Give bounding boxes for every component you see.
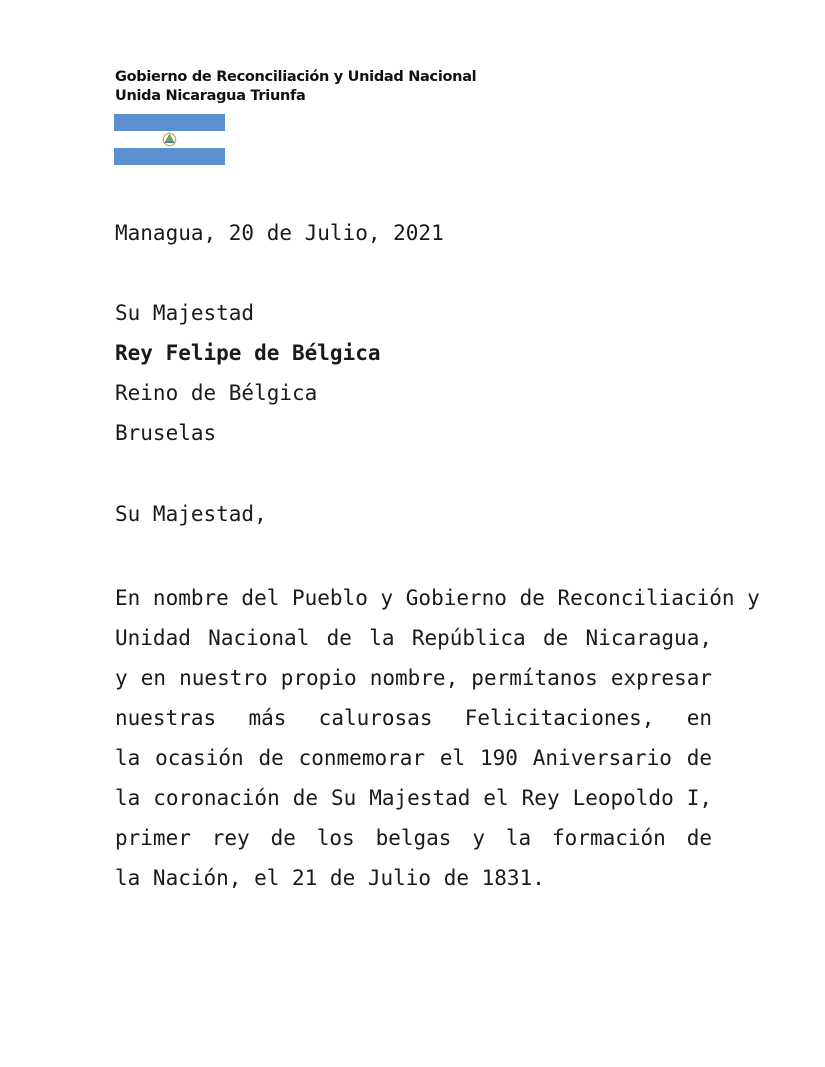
recipient-name: Rey Felipe de Bélgica xyxy=(115,341,381,365)
body-line: la Nación, el 21 de Julio de 1831. xyxy=(115,866,545,890)
body-line: y en nuestro propio nombre, permítanos expresar xyxy=(115,666,712,690)
body-line: primer rey de los belgas y la formación de xyxy=(115,826,712,850)
body-line: Unidad Nacional de la República de Nicaragua, xyxy=(115,626,712,650)
nicaragua-flag-icon xyxy=(114,114,225,165)
body-line: En nombre del Pueblo y Gobierno de Reconciliación y xyxy=(115,586,760,610)
date-line: Managua, 20 de Julio, 2021 xyxy=(115,221,444,245)
greeting: Su Majestad, xyxy=(115,502,267,526)
body-line: la coronación de Su Majestad el Rey Leopoldo I, xyxy=(115,786,712,810)
letterhead-government-name: Gobierno de Reconciliación y Unidad Nacional xyxy=(115,69,477,85)
recipient-title: Su Majestad xyxy=(115,301,255,325)
recipient-realm: Reino de Bélgica xyxy=(115,381,318,405)
letterhead-slogan: Unida Nicaragua Triunfa xyxy=(115,88,306,104)
letterhead xyxy=(115,68,476,106)
body-line: la ocasión de conmemorar el 190 Aniversario de xyxy=(115,746,712,770)
recipient-city: Bruselas xyxy=(115,421,217,445)
body-line: nuestras más calurosas Felicitaciones, en xyxy=(115,706,712,730)
body-paragraph xyxy=(115,578,760,898)
